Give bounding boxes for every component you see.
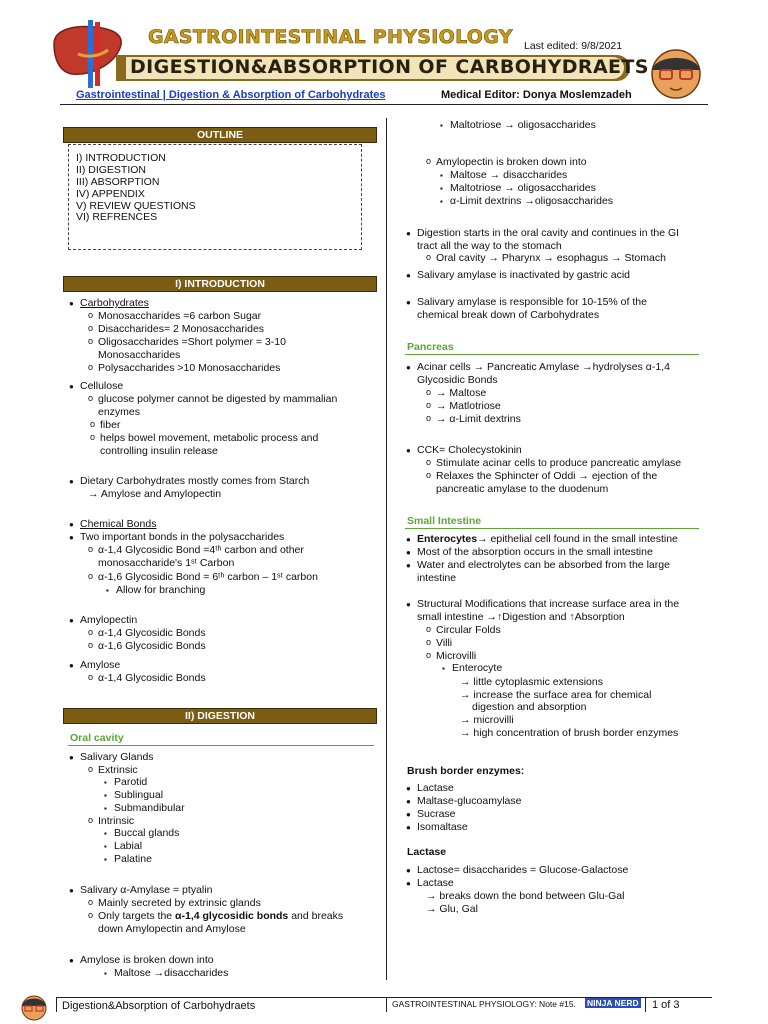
list-item: o glucose polymer cannot be digested by mammalian — [98, 393, 337, 406]
footer-sep — [645, 998, 646, 1012]
list-item: o Relaxes the Sphincter of Oddi → ejection of the — [436, 470, 657, 483]
page-title: DIGESTION&ABSORPTION OF CARBOHYDRAETS — [130, 56, 649, 78]
list-item: o helps bowel movement, metabolic process and — [100, 432, 318, 445]
list-item: ▪ Allow for branching — [116, 584, 205, 597]
list-item: ● Isomaltase — [417, 821, 468, 834]
list-item: ▪ Enterocyte — [452, 662, 502, 675]
list-item: o Microvilli — [436, 650, 476, 663]
outline-header: OUTLINE — [63, 127, 377, 143]
footer-title: Digestion&Absorption of Carbohydraets — [62, 1000, 256, 1012]
list-item: ▪ Maltose → disaccharides — [450, 169, 567, 182]
list-item: down Amylopectin and Amylose — [98, 923, 246, 935]
intro-header: I) INTRODUCTION — [63, 276, 377, 292]
list-item: ● Salivary Glands — [80, 751, 154, 764]
outline-item[interactable]: II) DIGESTION — [76, 164, 147, 176]
subsection-title: Brush border enzymes: — [407, 765, 525, 777]
list-item: ▪ Sublingual — [114, 789, 163, 802]
list-item: enzymes — [98, 406, 141, 418]
list-item: ● Sucrase — [417, 808, 456, 821]
outline-item[interactable]: III) ABSORPTION — [76, 176, 160, 188]
last-edited: Last edited: 9/8/2021 — [524, 40, 623, 52]
list-item: → increase the surface area for chemical — [460, 689, 652, 701]
list-item: o α-1,4 Glycosidic Bonds — [98, 672, 206, 685]
list-item: o Disaccharides= 2 Monosaccharides — [98, 323, 264, 336]
list-item: → microvilli — [460, 714, 514, 726]
subsection-rule — [68, 745, 374, 746]
list-item: o Circular Folds — [436, 624, 501, 637]
list-item: o Oligosaccharides =Short polymer = 3-10 — [98, 336, 286, 349]
list-item: o α-1,6 Glycosidic Bond = 6ᵗʰ carbon – 1ˢᵗ carbon — [98, 571, 318, 584]
subsection-title: Small Intestine — [407, 515, 482, 527]
list-item: ▪ Buccal glands — [114, 827, 179, 840]
list-item: o Extrinsic — [98, 764, 138, 777]
list-item: ● Cellulose — [80, 380, 123, 393]
list-item: ▪ Labial — [114, 840, 142, 853]
list-item: ▪ Submandibular — [114, 802, 185, 815]
subsection-title: Lactase — [407, 846, 447, 858]
breadcrumb[interactable]: Gastrointestinal | Digestion & Absorption of Carbohydrates — [76, 89, 386, 101]
list-item: Monosaccharides — [98, 349, 181, 361]
list-item: ● Maltase-glucoamylase — [417, 795, 521, 808]
list-item: intestine — [417, 572, 457, 584]
list-item: o Only targets the α-1,4 glycosidic bonds and breaks — [98, 910, 343, 923]
subsection-title: Pancreas — [407, 341, 454, 353]
list-item: ● Enterocytes→ epithelial cell found in the small intestine — [417, 533, 678, 546]
list-item: ● Amylopectin — [80, 614, 137, 627]
footer-sep — [386, 998, 387, 1012]
list-item: ● Water and electrolytes can be absorbed from the large — [417, 559, 670, 572]
list-item: ▪ Parotid — [114, 776, 147, 789]
list-item: o Oral cavity → Pharynx → esophagus → Stomach — [436, 252, 666, 265]
footer-sep — [56, 998, 57, 1012]
list-item: o → Maltose — [436, 387, 486, 400]
list-item: tract all the way to the stomach — [417, 240, 562, 252]
list-item: → Amylose and Amylopectin — [88, 488, 222, 500]
list-item: o Monosaccharides =6 carbon Sugar — [98, 310, 261, 323]
list-item: → breaks down the bond between Glu-Gal — [426, 890, 625, 902]
list-item: o α-1,6 Glycosidic Bonds — [98, 640, 206, 653]
list-item: ▪ Palatine — [114, 853, 152, 866]
outline-item[interactable]: IV) APPENDIX — [76, 188, 145, 200]
list-item: ▪ Maltotriose → oligosaccharides — [450, 119, 596, 132]
list-item: ● Acinar cells → Pancreatic Amylase →hydrolyses α-1,4 — [417, 361, 670, 374]
list-item: ● Digestion starts in the oral cavity and continues in the GI — [417, 227, 679, 240]
list-item: ● Carbohydrates — [80, 297, 149, 310]
list-item: ● Lactase — [417, 877, 454, 890]
doc-category-title: GASTROINTESTINAL PHYSIOLOGY — [148, 26, 513, 48]
digestion-header: II) DIGESTION — [63, 708, 377, 724]
list-item: controlling insulin release — [100, 445, 218, 457]
list-item: ● CCK= Cholecystokinin — [417, 444, 522, 457]
subsection-rule — [405, 528, 699, 529]
list-item: o α-1,4 Glycosidic Bonds — [98, 627, 206, 640]
ninja-mascot-icon — [646, 44, 706, 100]
list-item: Glycosidic Bonds — [417, 374, 498, 386]
list-item: → little cytoplasmic extensions — [460, 676, 603, 688]
subsection-rule — [405, 354, 699, 355]
list-item: small intestine →↑Digestion and ↑Absorption — [417, 611, 625, 623]
subsection-title: Oral cavity — [70, 732, 124, 744]
list-item: ● Salivary α-Amylase = ptyalin — [80, 884, 212, 897]
list-item: ▪ Maltose →disaccharides — [114, 967, 228, 980]
list-item: ● Salivary amylase is inactivated by gastric acid — [417, 269, 630, 282]
medical-editor: Medical Editor: Donya Moslemzadeh — [441, 89, 632, 101]
list-item: → high concentration of brush border enzymes — [460, 727, 679, 739]
column-divider — [386, 118, 387, 980]
list-item: o Intrinsic — [98, 815, 134, 828]
list-item: ● Two important bonds in the polysaccharides — [80, 531, 284, 544]
list-item: o Amylopectin is broken down into — [436, 156, 587, 169]
list-item: o → Matlotriose — [436, 400, 501, 413]
ninja-nerd-logo: NINJA NERD — [587, 998, 639, 1008]
list-item: o Stimulate acinar cells to produce pancreatic amylase — [436, 457, 681, 470]
list-item: chemical break down of Carbohydrates — [417, 309, 600, 321]
list-item: ● Chemical Bonds — [80, 518, 156, 531]
list-item: o α-1,4 Glycosidic Bond =4ᵗʰ carbon and other — [98, 544, 304, 557]
page-number: 1 of 3 — [652, 999, 680, 1011]
list-item: ● Lactase — [417, 782, 454, 795]
footer-note: GASTROINTESTINAL PHYSIOLOGY: Note #15. — [392, 999, 576, 1009]
list-item: ● Amylose — [80, 659, 120, 672]
list-item: pancreatic amylase to the duodenum — [436, 483, 609, 495]
list-item: ● Most of the absorption occurs in the small intestine — [417, 546, 653, 559]
list-item: o → α-Limit dextrins — [436, 413, 521, 426]
list-item: digestion and absorption — [472, 701, 587, 713]
list-item: o Villi — [436, 637, 452, 650]
list-item: ● Structural Modifications that increase surface area in the — [417, 598, 679, 611]
outline-item[interactable]: VI) REFRENCES — [76, 211, 158, 223]
list-item: o fiber — [100, 419, 120, 432]
list-item: ● Amylose is broken down into — [80, 954, 214, 967]
outline-item[interactable]: V) REVIEW QUESTIONS — [76, 200, 196, 212]
list-item: monosaccharide's 1ˢᵗ Carbon — [98, 557, 235, 569]
outline-item[interactable]: I) INTRODUCTION — [76, 152, 166, 164]
list-item: → Glu, Gal — [426, 903, 478, 915]
list-item: ● Dietary Carbohydrates mostly comes from Starch — [80, 475, 309, 488]
ninja-footer-icon — [14, 992, 54, 1022]
list-item: o Mainly secreted by extrinsic glands — [98, 897, 261, 910]
list-item: o Polysaccharides >10 Monosaccharides — [98, 362, 280, 375]
list-item: ▪ α-Limit dextrins →oligosaccharides — [450, 195, 613, 208]
header-divider — [60, 104, 708, 105]
list-item: ▪ Maltotriose → oligosaccharides — [450, 182, 596, 195]
list-item: ● Lactose= disaccharides = Glucose-Galactose — [417, 864, 628, 877]
list-item: ● Salivary amylase is responsible for 10-15% of the — [417, 296, 647, 309]
